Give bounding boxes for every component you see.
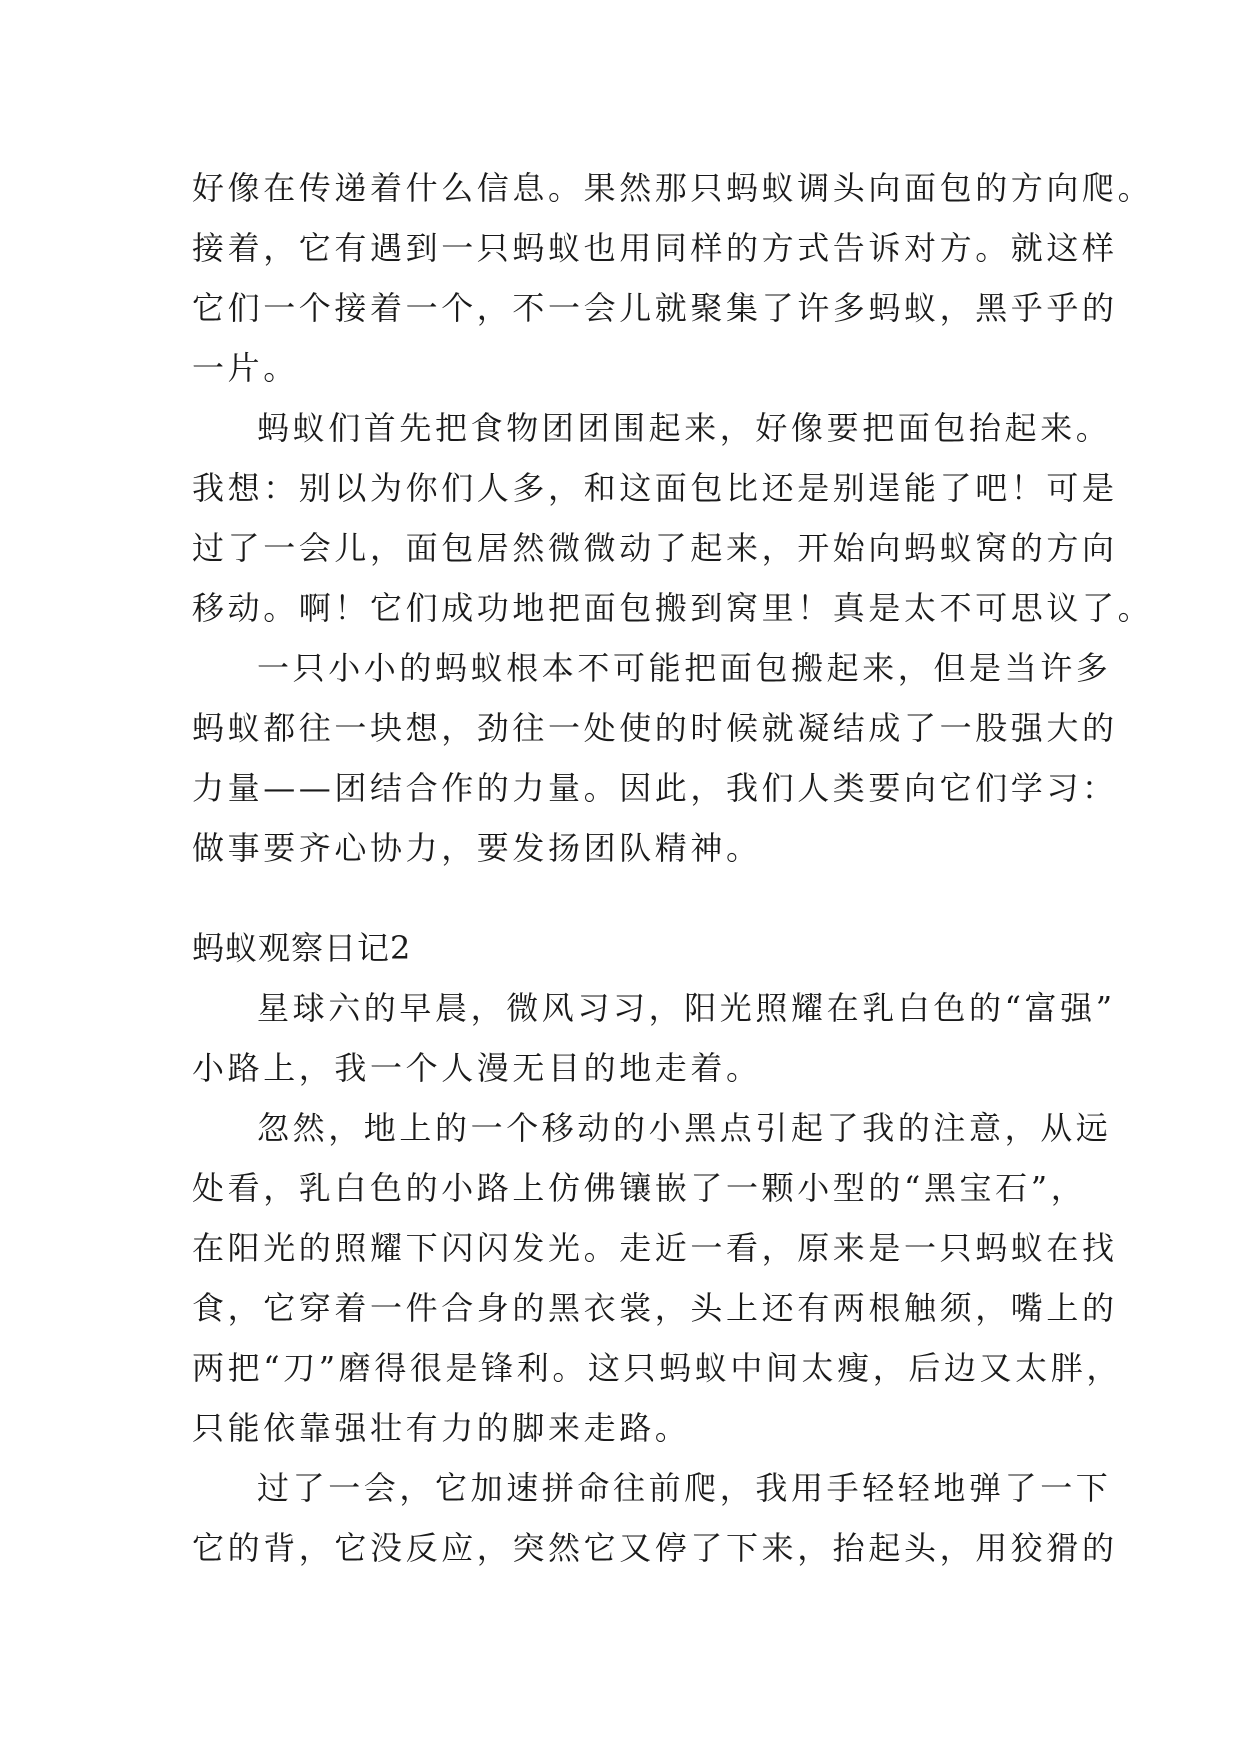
paragraph-first-line: 忽然，地上的一个移动的小黑点引起了我的注意，从远: [257, 1109, 1112, 1147]
section-heading: 蚂蚁观察日记2: [192, 929, 412, 967]
text-line: 在阳光的照耀下闪闪发光。走近一看，原来是一只蚂蚁在找: [192, 1229, 1118, 1267]
text-line: 只能依靠强壮有力的脚来走路。: [192, 1409, 691, 1447]
text-line: 力量——团结合作的力量。因此，我们人类要向它们学习：: [192, 769, 1118, 807]
text-line: 它的背，它没反应，突然它又停了下来，抬起头，用狡猾的: [192, 1529, 1118, 1567]
text-line: 处看，乳白色的小路上仿佛镶嵌了一颗小型的“黑宝石”，: [192, 1169, 1087, 1207]
paragraph-first-line: 蚂蚁们首先把食物团团围起来，好像要把面包抬起来。: [257, 409, 1112, 447]
text-line: 移动。啊！它们成功地把面包搬到窝里！真是太不可思议了。: [192, 589, 1154, 627]
text-line: 它们一个接着一个，不一会儿就聚集了许多蚂蚁，黑乎乎的: [192, 289, 1118, 327]
text-line: 两把“刀”磨得很是锋利。这只蚂蚁中间太瘦，后边又太胖，: [192, 1349, 1122, 1387]
text-line: 过了一会儿，面包居然微微动了起来，开始向蚂蚁窝的方向: [192, 529, 1118, 567]
text-line: 做事要齐心协力，要发扬团队精神。: [192, 829, 762, 867]
text-line: 一片。: [192, 349, 299, 387]
paragraph-first-line: 过了一会，它加速拼命往前爬，我用手轻轻地弹了一下: [257, 1469, 1112, 1507]
text-line: 我想：别以为你们人多，和这面包比还是别逞能了吧！可是: [192, 469, 1118, 507]
text-line: 接着，它有遇到一只蚂蚁也用同样的方式告诉对方。就这样: [192, 229, 1118, 267]
paragraph-first-line: 星球六的早晨，微风习习，阳光照耀在乳白色的“富强”: [257, 989, 1116, 1027]
paragraph-first-line: 一只小小的蚂蚁根本不可能把面包搬起来，但是当许多: [257, 649, 1112, 687]
text-line: 好像在传递着什么信息。果然那只蚂蚁调头向面包的方向爬。: [192, 169, 1154, 207]
text-line: 小路上，我一个人漫无目的地走着。: [192, 1049, 762, 1087]
text-line: 食，它穿着一件合身的黑衣裳，头上还有两根触须，嘴上的: [192, 1289, 1118, 1327]
text-line: 蚂蚁都往一块想，劲往一处使的时候就凝结成了一股强大的: [192, 709, 1118, 747]
